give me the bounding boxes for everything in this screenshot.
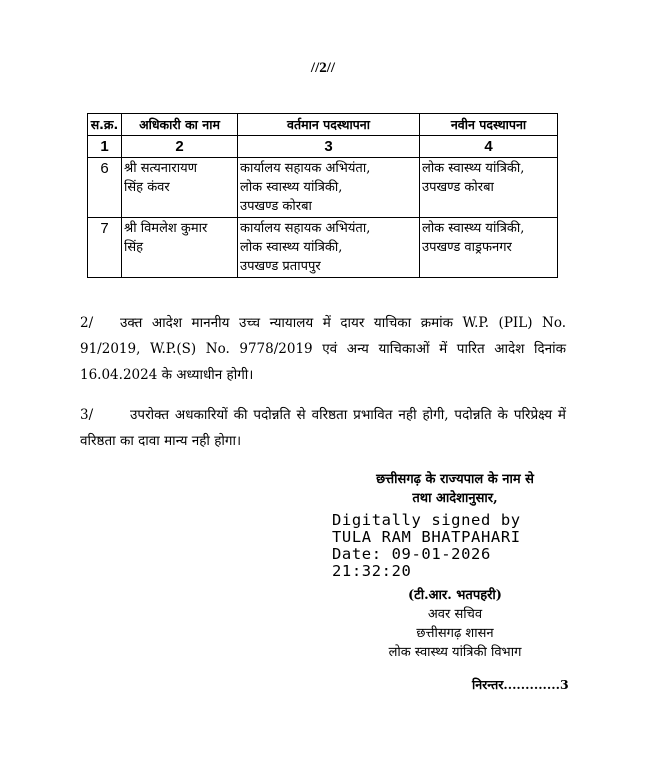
- current-posting-line: कार्यालय सहायक अभियंता,: [240, 161, 371, 176]
- column-number: 3: [238, 136, 420, 158]
- posting-table: [87, 113, 558, 278]
- column-number-row: [88, 136, 558, 158]
- digital-signature-stamp: [332, 512, 622, 580]
- table-row: [88, 158, 558, 218]
- digital-signature-line: TULA RAM BHATPAHARI: [332, 528, 521, 546]
- digital-signature-line: Digitally signed by: [332, 511, 521, 529]
- authority-heading: [300, 470, 610, 508]
- new-posting-line: उपखण्ड वाड्रफनगर: [422, 240, 512, 255]
- officer-signature-block: [300, 586, 610, 662]
- header-new-posting: नवीन पदस्थापना: [420, 114, 558, 136]
- current-posting-cell: [238, 218, 420, 278]
- current-posting-cell: [238, 158, 420, 218]
- officer-name-cell: [122, 218, 238, 278]
- row-serial: 6: [88, 158, 122, 218]
- officer-name-line: सिंह कंवर: [124, 180, 170, 195]
- column-number: 1: [88, 136, 122, 158]
- officer-name-line: सिंह: [124, 240, 144, 255]
- current-posting-line: लोक स्वास्थ्य यांत्रिकी,: [240, 180, 343, 195]
- new-posting-line: लोक स्वास्थ्य यांत्रिकी,: [422, 221, 525, 236]
- paragraph-2: [80, 310, 566, 388]
- officer-name-cell: [122, 158, 238, 218]
- table-row: [88, 218, 558, 278]
- new-posting-cell: [420, 158, 558, 218]
- designation-line: लोक स्वास्थ्य यांत्रिकी विभाग: [388, 645, 522, 660]
- new-posting-cell: [420, 218, 558, 278]
- table-header-row: [88, 114, 558, 136]
- officer-name-line: श्री सत्यनारायण: [124, 161, 198, 176]
- current-posting-line: कार्यालय सहायक अभियंता,: [240, 221, 371, 236]
- continuation-marker: निरन्तर.............3: [472, 677, 569, 692]
- paragraph-text: उपरोक्त अधकारियों की पदोन्नति से वरिष्ठता प्रभावित नही होगी, पदोन्नति के परिप्रेक्ष्य में वरिष्ठता का दावा मान्य नही होगा।: [80, 407, 566, 449]
- new-posting-line: उपखण्ड कोरबा: [422, 180, 494, 195]
- designation-line: अवर सचिव: [427, 607, 483, 622]
- column-number: 2: [122, 136, 238, 158]
- row-serial: 7: [88, 218, 122, 278]
- column-number: 4: [420, 136, 558, 158]
- current-posting-line: उपखण्ड कोरबा: [240, 199, 312, 214]
- page-number: //2//: [310, 60, 336, 76]
- current-posting-line: उपखण्ड प्रतापपुर: [240, 259, 321, 274]
- header-officer-name: अधिकारी का नाम: [122, 114, 238, 136]
- new-posting-line: लोक स्वास्थ्य यांत्रिकी,: [422, 161, 525, 176]
- paragraph-text: उक्त आदेश माननीय उच्च न्यायालय में दायर याचिका क्रमांक W.P. (PIL) No. 91/2019, W.P.(S) No. 9778/2019 एवं अन्य याचिकाओं में पारित आदेश दिनांक 16.04.2024 के अध्याधीन होगी।: [80, 315, 566, 383]
- current-posting-line: लोक स्वास्थ्य यांत्रिकी,: [240, 240, 343, 255]
- header-current-posting: वर्तमान पदस्थापना: [238, 114, 420, 136]
- authority-line: तथा आदेशानुसार,: [412, 491, 498, 506]
- paragraph-number: 2/: [80, 315, 94, 331]
- header-serial: स.क्र.: [88, 114, 122, 136]
- authority-line: छत्तीसगढ़ के राज्यपाल के नाम से: [376, 472, 534, 487]
- digital-signature-line: Date: 09-01-2026: [332, 545, 491, 563]
- officer-name-line: श्री विमलेश कुमार: [124, 221, 208, 236]
- paragraph-3: [80, 402, 566, 454]
- paragraph-number: 3/: [80, 407, 94, 423]
- digital-signature-line: 21:32:20: [332, 562, 412, 580]
- officer-name: (टी.आर. भतपहरी): [408, 588, 502, 603]
- designation-line: छत्तीसगढ़ शासन: [416, 626, 494, 641]
